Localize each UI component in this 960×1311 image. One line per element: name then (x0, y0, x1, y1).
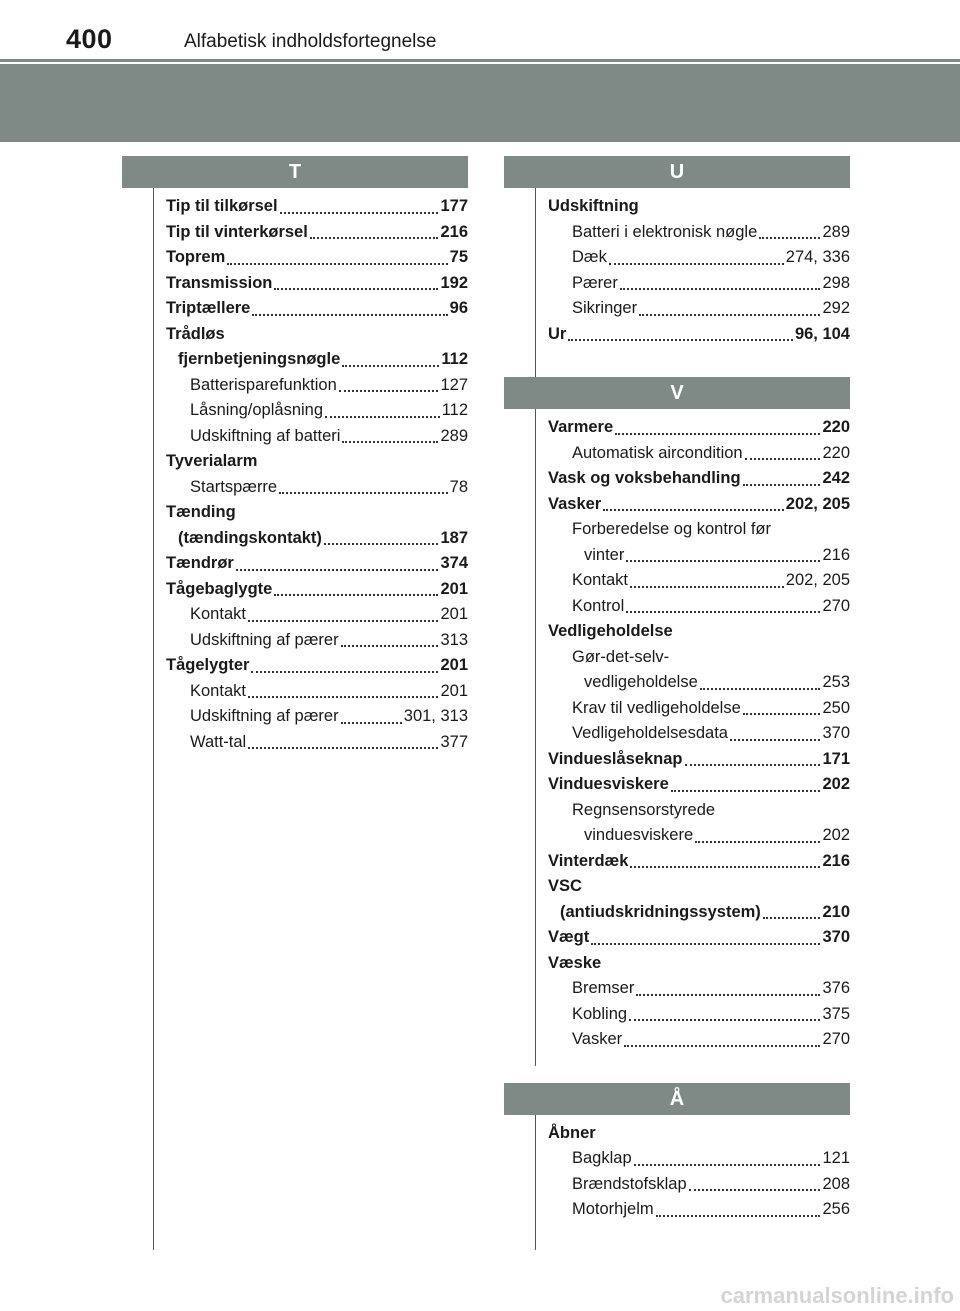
index-entry-term: Tågelygter (166, 656, 250, 674)
index-entry-page: 242 (822, 469, 850, 487)
dot-leader (274, 594, 438, 596)
index-entry-page: 374 (440, 554, 468, 572)
dot-leader (248, 620, 439, 622)
dot-leader (695, 841, 820, 843)
section-gap (504, 1053, 850, 1083)
index-entry-term: Vinduesviskere (548, 775, 669, 793)
index-entry (548, 696, 850, 722)
dot-leader (629, 1019, 820, 1021)
index-entry (166, 628, 468, 654)
index-entry (166, 449, 468, 475)
index-entry-term: Vinterdæk (548, 851, 629, 870)
index-entry (166, 322, 468, 348)
index-entry-page: 171 (822, 749, 850, 768)
index-entry-page: 216 (822, 851, 850, 870)
index-entry (166, 424, 468, 450)
dot-leader (639, 314, 820, 316)
index-entry-term: Vasker (572, 1030, 623, 1048)
left-index-column (122, 156, 468, 755)
index-entry-term: Forberedelse og kontrol før (572, 520, 772, 538)
index-entry (166, 271, 468, 297)
index-entry-list (504, 1115, 850, 1223)
index-entry-term: Låsning/oplåsning (190, 401, 324, 419)
index-entry-term: Regnsensorstyrede (572, 800, 716, 819)
index-entry-page: 375 (822, 1004, 850, 1023)
index-entry-term: Dæk (572, 248, 607, 266)
dot-leader (656, 1215, 821, 1217)
dot-leader (342, 365, 439, 367)
index-entry (548, 849, 850, 875)
index-entry (166, 602, 468, 628)
index-entry-term: Vedligeholdelsesdata (572, 724, 728, 742)
index-entry-term: Kontakt (572, 571, 628, 589)
index-entry-term: Trådløs (166, 324, 225, 343)
dot-leader (634, 1164, 821, 1166)
section-gap (504, 347, 850, 377)
index-entry (166, 398, 468, 424)
dot-leader (626, 611, 820, 613)
index-entry-page: 292 (822, 299, 850, 317)
index-entry-term: Åbner (548, 1123, 596, 1142)
index-entry (548, 568, 850, 594)
index-entry-term: Udskiftning (548, 197, 639, 215)
dot-leader (227, 263, 447, 265)
dot-leader (252, 314, 447, 316)
dot-leader (630, 866, 820, 868)
index-entry (166, 373, 468, 399)
index-entry-page: 121 (822, 1149, 850, 1167)
index-entry-page: 289 (822, 222, 850, 241)
index-entry-page: 370 (822, 928, 850, 946)
index-entry-term: Triptællere (166, 299, 251, 317)
section-letter-header: Å (504, 1083, 850, 1115)
index-entry (166, 194, 468, 220)
index-entry-term: Væske (548, 953, 602, 972)
dot-leader (624, 1045, 820, 1047)
dot-leader (615, 433, 820, 435)
index-entry (548, 976, 850, 1002)
index-entry-term: Kobling (572, 1004, 628, 1023)
index-entry-term: Udskiftning af batteri (190, 426, 341, 445)
dot-leader (689, 1189, 821, 1191)
index-entry-page: 289 (440, 426, 468, 445)
index-entry (166, 730, 468, 756)
index-entry-page: 177 (440, 197, 468, 215)
index-entry-term: Bagklap (572, 1149, 632, 1167)
index-entry (166, 704, 468, 730)
index-entry-page: 253 (822, 673, 850, 691)
index-entry-page: 256 (822, 1200, 850, 1218)
dot-leader (759, 237, 820, 239)
index-entry-term: Tændrør (166, 554, 234, 572)
dot-leader (324, 543, 439, 545)
dot-leader (591, 943, 820, 945)
index-entry-page: 216 (440, 222, 468, 241)
index-entry-page: 220 (822, 418, 850, 436)
index-entry-term: (antiudskridningssystem) (560, 902, 761, 921)
index-entry-term: Tænding (166, 503, 236, 521)
index-entry-page: 270 (822, 1030, 850, 1048)
dot-leader (251, 671, 438, 673)
section-letter-header: V (504, 377, 850, 409)
index-entry (548, 721, 850, 747)
dot-leader (626, 560, 820, 562)
index-entry (548, 1172, 850, 1198)
index-entry (166, 220, 468, 246)
dot-leader (763, 917, 821, 919)
index-entry (548, 517, 850, 543)
dot-leader (236, 569, 439, 571)
page-header (0, 0, 960, 142)
index-entry (166, 577, 468, 603)
section-letter-header: U (504, 156, 850, 188)
index-entry (548, 1002, 850, 1028)
dot-leader (620, 288, 821, 290)
index-entry (166, 653, 468, 679)
index-entry-page: 112 (441, 350, 468, 368)
index-entry-page: 202, 205 (785, 571, 850, 589)
dot-leader (671, 790, 821, 792)
dot-leader (310, 237, 439, 239)
index-entry-term: Automatisk aircondition (572, 443, 743, 462)
dot-leader (630, 586, 784, 588)
dot-leader (339, 390, 439, 392)
index-entry-page: 127 (440, 375, 468, 394)
index-entry (548, 925, 850, 951)
index-entry-page: 274, 336 (785, 248, 850, 266)
index-entry-term: Tyverialarm (166, 452, 258, 470)
index-entry-term: Vindueslåseknap (548, 749, 683, 768)
index-entry-page: 201 (440, 681, 468, 700)
dot-leader (342, 441, 438, 443)
index-entry (548, 900, 850, 926)
dot-leader (745, 458, 821, 460)
dot-leader (248, 696, 439, 698)
index-entry (548, 1146, 850, 1172)
index-entry-term: Sikringer (572, 299, 638, 317)
index-entry-page: 187 (440, 528, 468, 547)
index-entry (548, 441, 850, 467)
index-entry (548, 594, 850, 620)
dot-leader (603, 509, 784, 511)
index-entry-page: 298 (822, 273, 850, 292)
right-index-column (504, 156, 850, 1223)
index-entry-page: 202 (822, 775, 850, 793)
index-entry-term: Kontakt (190, 605, 246, 623)
section-letter-header: T (122, 156, 468, 188)
dot-leader (730, 739, 821, 741)
index-entry-term: Vedligeholdelse (548, 622, 673, 640)
index-entry-term: Gør-det-selv- (572, 647, 670, 666)
index-entry (548, 220, 850, 246)
index-entry-term: Watt-tal (190, 732, 247, 751)
index-entry (548, 271, 850, 297)
index-entry-term: Toprem (166, 248, 226, 266)
index-entry-page: 202 (822, 826, 850, 844)
index-entry (548, 823, 850, 849)
index-entry-page: 78 (449, 477, 468, 496)
index-entry-page: 112 (441, 401, 468, 419)
index-entry (548, 492, 850, 518)
index-entry-term: Tip til tilkørsel (166, 197, 278, 215)
dot-leader (341, 722, 402, 724)
index-entry (548, 466, 850, 492)
index-entry-term: Brændstofsklap (572, 1174, 687, 1193)
index-entry (548, 1197, 850, 1223)
index-entry-term: Udskiftning af pærer (190, 630, 339, 649)
dot-leader (609, 263, 784, 265)
index-entry-list (504, 409, 850, 1053)
index-entry (166, 245, 468, 271)
index-entry-term: Bremser (572, 979, 635, 997)
dot-leader (636, 994, 820, 996)
index-entry-page: 313 (440, 630, 468, 649)
dot-leader (274, 288, 438, 290)
index-entry-page: 96 (449, 299, 468, 317)
index-entry-term: Kontrol (572, 596, 625, 615)
index-entry-page: 301, 313 (403, 707, 468, 725)
page-number: 400 (66, 24, 113, 54)
index-entry-term: Krav til vedligeholdelse (572, 698, 741, 717)
index-entry-term: Vasker (548, 494, 602, 513)
index-entry-term: vedligeholdelse (584, 673, 698, 691)
index-entry (548, 619, 850, 645)
index-entry (548, 951, 850, 977)
index-entry (548, 874, 850, 900)
dot-leader (568, 339, 793, 341)
dot-leader (743, 713, 821, 715)
index-entry-term: vinduesviskere (584, 826, 694, 844)
index-entry-list (504, 188, 850, 347)
index-entry-term: Batteri i elektronisk nøgle (572, 222, 758, 241)
index-entry (548, 798, 850, 824)
watermark: carmanualsonline.info (720, 1283, 954, 1308)
index-entry-term: Varmere (548, 418, 614, 436)
dot-leader (248, 747, 438, 749)
index-entry-list (122, 188, 468, 755)
index-entry-term: Batterisparefunktion (190, 375, 337, 394)
index-entry-term: Pærer (572, 273, 618, 292)
index-entry-page: 220 (822, 443, 850, 462)
index-entry (166, 526, 468, 552)
index-entry (548, 296, 850, 322)
index-entry-term: VSC (548, 877, 582, 895)
dot-leader (341, 645, 439, 647)
index-entry-page: 202, 205 (785, 494, 850, 513)
index-entry (166, 679, 468, 705)
index-entry (166, 475, 468, 501)
index-entry-term: Vask og voksbehandling (548, 469, 741, 487)
index-entry-term: Motorhjelm (572, 1200, 654, 1218)
index-entry-page: 377 (440, 732, 468, 751)
page-title: Alfabetisk indholdsfortegnelse (184, 31, 437, 52)
index-entry-page: 270 (822, 596, 850, 615)
index-entry-page: 192 (440, 273, 468, 292)
index-entry-page: 201 (440, 656, 468, 674)
index-entry-page: 201 (440, 579, 468, 598)
index-entry (548, 645, 850, 671)
dot-leader (280, 212, 439, 214)
index-entry-page: 376 (822, 979, 850, 997)
index-entry-page: 75 (449, 248, 468, 266)
dot-leader (743, 484, 821, 486)
index-entry-term: Udskiftning af pærer (190, 707, 339, 725)
index-entry (548, 670, 850, 696)
index-entry (166, 347, 468, 373)
index-entry (548, 1027, 850, 1053)
index-entry-term: fjernbetjeningsnøgle (178, 350, 341, 368)
index-entry (166, 296, 468, 322)
index-entry (166, 551, 468, 577)
index-entry (548, 194, 850, 220)
index-entry-term: vinter (584, 545, 625, 564)
dot-leader (325, 416, 440, 418)
index-entry-term: (tændingskontakt) (178, 528, 322, 547)
index-entry (548, 245, 850, 271)
index-entry (548, 543, 850, 569)
index-entry-page: 210 (822, 902, 850, 921)
index-entry-page: 250 (822, 698, 850, 717)
index-entry-term: Startspærre (190, 477, 278, 496)
index-entry (548, 772, 850, 798)
index-entry (548, 747, 850, 773)
index-entry-term: Tip til vinterkørsel (166, 222, 308, 241)
index-entry-page: 216 (822, 545, 850, 564)
index-entry-term: Kontakt (190, 681, 246, 700)
index-entry-term: Vægt (548, 928, 590, 946)
dot-leader (279, 492, 448, 494)
index-entry-term: Ur (548, 324, 567, 343)
dot-leader (685, 764, 821, 766)
index-entry (166, 500, 468, 526)
index-entry-term: Transmission (166, 273, 273, 292)
index-entry-page: 208 (822, 1174, 850, 1193)
index-entry (548, 1121, 850, 1147)
header-band (0, 64, 960, 142)
index-entry-page: 201 (440, 605, 468, 623)
index-entry-page: 370 (822, 724, 850, 742)
index-entry (548, 415, 850, 441)
index-entry (548, 322, 850, 348)
index-entry-term: Tågebaglygte (166, 579, 273, 598)
index-entry-page: 96, 104 (794, 324, 850, 343)
dot-leader (700, 688, 821, 690)
